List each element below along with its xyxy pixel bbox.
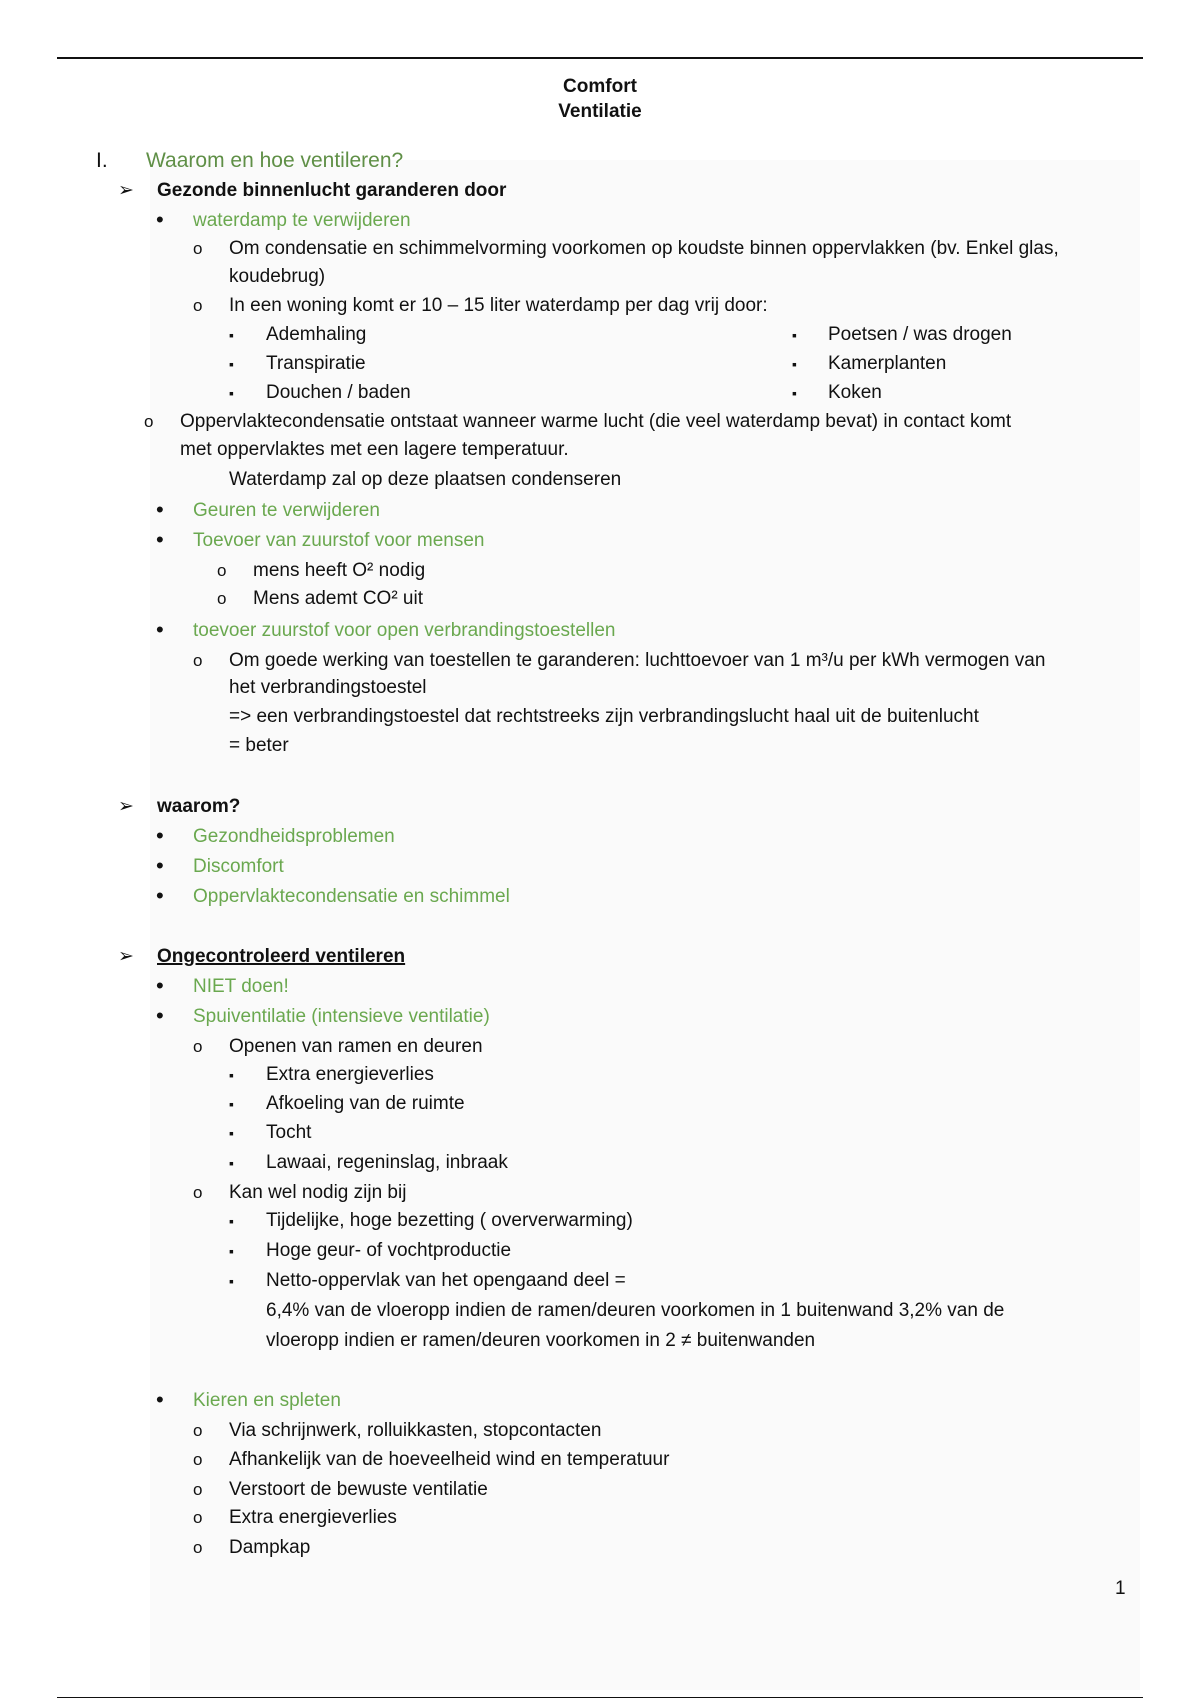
circle-bullet-icon: o bbox=[144, 412, 154, 431]
arrow-bullet-icon: ➢ bbox=[118, 946, 134, 967]
top-rule bbox=[57, 57, 1143, 59]
source-item: Kamerplanten bbox=[828, 353, 947, 374]
netto-line3: vloeropp indien er ramen/deuren voorkomen in 2 ≠ buitenwanden bbox=[266, 1330, 816, 1351]
arrow-bullet-icon: ➢ bbox=[118, 180, 134, 201]
circle-bullet-icon: o bbox=[193, 1480, 203, 1499]
spui-nodig: Kan wel nodig zijn bij bbox=[229, 1182, 407, 1203]
square-bullet-icon: ▪ bbox=[792, 356, 797, 372]
kieren-label: Kieren en spleten bbox=[193, 1390, 341, 1411]
geuren-label: Geuren te verwijderen bbox=[193, 500, 380, 521]
bullet-icon: • bbox=[156, 1003, 164, 1028]
circle-bullet-icon: o bbox=[193, 1538, 203, 1557]
circle-bullet-icon: o bbox=[193, 1508, 203, 1527]
arrow-bullet-icon: ➢ bbox=[118, 796, 134, 817]
kieren-item: Via schrijnwerk, rolluikkasten, stopcontacten bbox=[229, 1420, 602, 1441]
bullet-icon: • bbox=[156, 207, 164, 232]
square-bullet-icon: ▪ bbox=[229, 327, 234, 343]
bullet-icon: • bbox=[156, 883, 164, 908]
square-bullet-icon: ▪ bbox=[229, 1155, 234, 1171]
bullet-icon: • bbox=[156, 497, 164, 522]
spui-label: Spuiventilatie (intensieve ventilatie) bbox=[193, 1006, 490, 1027]
source-item: Ademhaling bbox=[266, 324, 367, 345]
condensatie-line1: Oppervlaktecondensatie ontstaat wanneer warme lucht (die veel waterdamp bevat) in contact komt bbox=[180, 411, 1012, 432]
square-bullet-icon: ▪ bbox=[229, 1243, 234, 1259]
waarom-item: Oppervlaktecondensatie en schimmel bbox=[193, 886, 510, 907]
waarom-item: Discomfort bbox=[193, 856, 284, 877]
waterdamp-sub1-line2: koudebrug) bbox=[229, 266, 326, 287]
netto-line2: 6,4% van de vloeropp indien de ramen/deuren voorkomen in 1 buitenwand 3,2% van de bbox=[266, 1300, 1005, 1321]
group3-heading: Ongecontroleerd ventileren bbox=[157, 946, 406, 967]
source-item: Koken bbox=[828, 382, 882, 403]
kieren-item: Afhankelijk van de hoeveelheid wind en temperatuur bbox=[229, 1449, 670, 1470]
source-item: Douchen / baden bbox=[266, 382, 411, 403]
kieren-item: Dampkap bbox=[229, 1537, 311, 1558]
waterdamp-sub2: In een woning komt er 10 – 15 liter waterdamp per dag vrij door: bbox=[229, 295, 768, 316]
square-bullet-icon: ▪ bbox=[229, 385, 234, 401]
waarom-item: Gezondheidsproblemen bbox=[193, 826, 395, 847]
square-bullet-icon: ▪ bbox=[229, 356, 234, 372]
source-item: Poetsen / was drogen bbox=[828, 324, 1012, 345]
group2-heading: waarom? bbox=[157, 796, 241, 817]
square-bullet-icon: ▪ bbox=[229, 1273, 234, 1289]
toestellen-line3: => een verbrandingstoestel dat rechtstreeks zijn verbrandingslucht haal uit de buitenlucht bbox=[229, 706, 979, 727]
section-number: I. bbox=[96, 149, 108, 172]
bottom-rule bbox=[57, 1697, 1143, 1698]
square-bullet-icon: ▪ bbox=[792, 385, 797, 401]
nodig-item: Tijdelijke, hoge bezetting ( oververwarming) bbox=[266, 1210, 633, 1231]
circle-bullet-icon: o bbox=[193, 239, 203, 258]
waterdamp-label: waterdamp te verwijderen bbox=[193, 210, 411, 231]
nodig-item: Netto-oppervlak van het opengaand deel = bbox=[266, 1270, 626, 1291]
doc-title: Comfort bbox=[563, 76, 637, 97]
bullet-icon: • bbox=[156, 527, 164, 552]
square-bullet-icon: ▪ bbox=[229, 1125, 234, 1141]
square-bullet-icon: ▪ bbox=[229, 1213, 234, 1229]
openen-item: Afkoeling van de ruimte bbox=[266, 1093, 465, 1114]
square-bullet-icon: ▪ bbox=[792, 327, 797, 343]
circle-bullet-icon: o bbox=[193, 296, 203, 315]
condensatie-line3: Waterdamp zal op deze plaatsen condenseren bbox=[229, 469, 622, 490]
nodig-item: Hoge geur- of vochtproductie bbox=[266, 1240, 512, 1261]
circle-bullet-icon: o bbox=[193, 651, 203, 670]
square-bullet-icon: ▪ bbox=[229, 1096, 234, 1112]
kieren-item: Verstoort de bewuste ventilatie bbox=[229, 1479, 488, 1500]
openen-item: Tocht bbox=[266, 1122, 312, 1143]
group1-heading: Gezonde binnenlucht garanderen door bbox=[157, 180, 507, 201]
bullet-icon: • bbox=[156, 823, 164, 848]
condensatie-line2: met oppervlaktes met een lagere temperatuur. bbox=[180, 439, 569, 460]
toestellen-line2: het verbrandingstoestel bbox=[229, 677, 427, 698]
circle-bullet-icon: o bbox=[193, 1183, 203, 1202]
circle-bullet-icon: o bbox=[193, 1037, 203, 1056]
openen-item: Lawaai, regeninslag, inbraak bbox=[266, 1152, 508, 1173]
circle-bullet-icon: o bbox=[217, 561, 227, 580]
bullet-icon: • bbox=[156, 617, 164, 642]
bullet-icon: • bbox=[156, 1387, 164, 1412]
circle-bullet-icon: o bbox=[217, 589, 227, 608]
circle-bullet-icon: o bbox=[193, 1450, 203, 1469]
doc-subtitle: Ventilatie bbox=[558, 101, 642, 122]
source-item: Transpiratie bbox=[266, 353, 366, 374]
bullet-icon: • bbox=[156, 853, 164, 878]
spui-openen: Openen van ramen en deuren bbox=[229, 1036, 483, 1057]
openen-item: Extra energieverlies bbox=[266, 1064, 434, 1085]
kieren-item: Extra energieverlies bbox=[229, 1507, 397, 1528]
zuurstof-toestellen-label: toevoer zuurstof voor open verbrandingstoestellen bbox=[193, 620, 616, 641]
niet-doen-label: NIET doen! bbox=[193, 976, 289, 997]
toestellen-line4: = beter bbox=[229, 735, 289, 756]
section-title: Waarom en hoe ventileren? bbox=[146, 149, 404, 172]
zuurstof-mensen-label: Toevoer van zuurstof voor mensen bbox=[193, 530, 485, 551]
page-number: 1 bbox=[1115, 1578, 1126, 1599]
square-bullet-icon: ▪ bbox=[229, 1067, 234, 1083]
bullet-icon: • bbox=[156, 973, 164, 998]
toestellen-line1: Om goede werking van toestellen te garanderen: luchttoevoer van 1 m³/u per kWh vermogen van bbox=[229, 650, 1046, 671]
zuurstof-mensen-item: mens heeft O² nodig bbox=[253, 560, 426, 581]
zuurstof-mensen-item: Mens ademt CO² uit bbox=[253, 588, 423, 609]
circle-bullet-icon: o bbox=[193, 1421, 203, 1440]
waterdamp-sub1-line1: Om condensatie en schimmelvorming voorkomen op koudste binnen oppervlakken (bv. Enkel glas, bbox=[229, 238, 1059, 259]
